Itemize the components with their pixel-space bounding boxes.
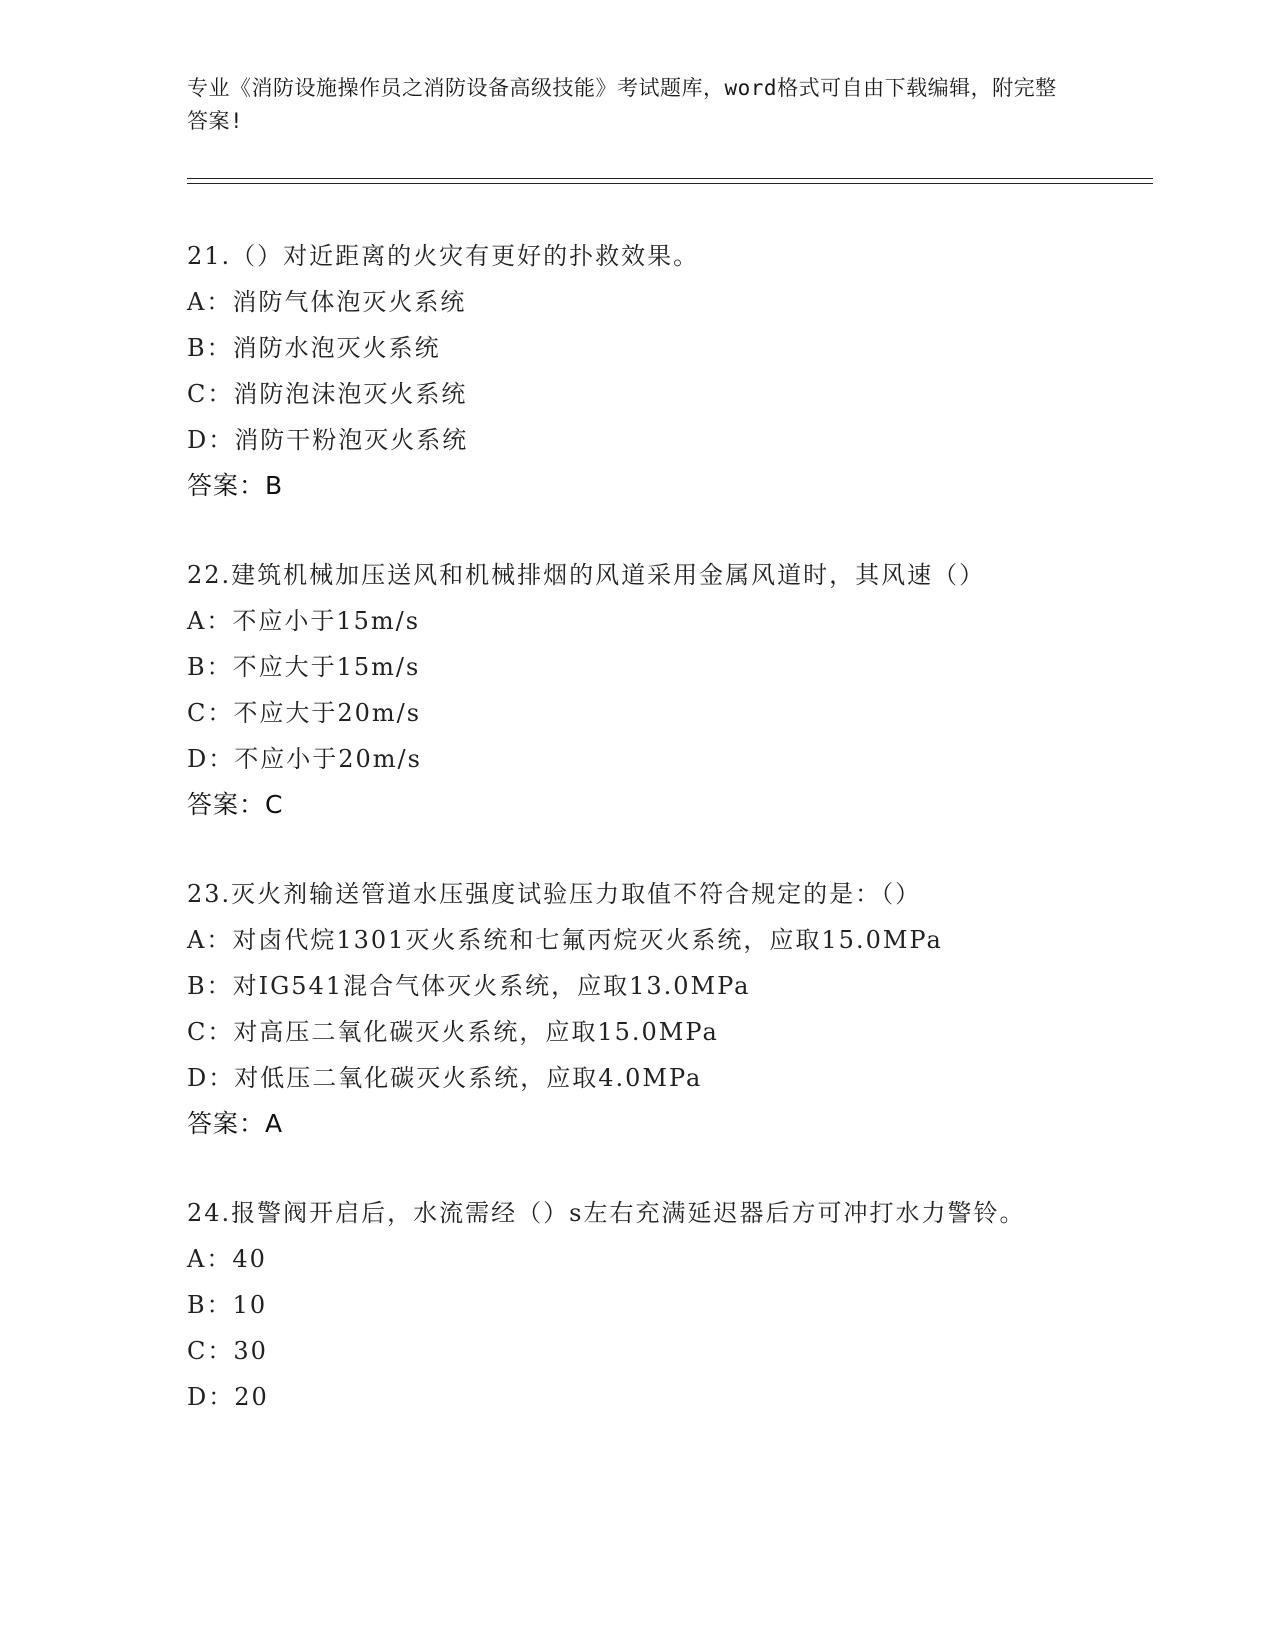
- question-22: [187, 552, 1087, 828]
- option-a: A：对卤代烷1301灭火系统和七氟丙烷灭火系统，应取15.0MPa: [187, 926, 943, 954]
- option-c: C：不应大于20m/s: [187, 699, 422, 727]
- answer-line: 答案：B: [187, 471, 284, 500]
- option-d: D：消防干粉泡灭火系统: [187, 426, 469, 454]
- question-stem: 21.（）对近距离的火灾有更好的扑救效果。: [187, 242, 700, 270]
- question-23: [187, 871, 1087, 1147]
- option-c: C：30: [187, 1337, 268, 1365]
- question-stem: 22.建筑机械加压送风和机械排烟的风道采用金属风道时，其风速（）: [187, 561, 986, 589]
- option-b: B：消防水泡灭火系统: [187, 334, 441, 362]
- question-stem: 23.灭火剂输送管道水压强度试验压力取值不符合规定的是：（）: [187, 880, 922, 908]
- option-b: B：10: [187, 1291, 268, 1319]
- document-header: 专业《消防设施操作员之消防设备高级技能》考试题库，word格式可自由下载编辑，附完整答案!: [187, 76, 1057, 133]
- answer-line: 答案：A: [187, 1109, 284, 1138]
- header-divider-bottom: [187, 183, 1153, 184]
- option-a: A：消防气体泡灭火系统: [187, 288, 467, 316]
- option-c: C：对高压二氧化碳灭火系统，应取15.0MPa: [187, 1018, 719, 1046]
- question-24: [187, 1190, 1087, 1420]
- question-stem: 24.报警阀开启后，水流需经（）s左右充满延迟器后方可冲打水力警铃。: [187, 1199, 1026, 1227]
- option-c: C：消防泡沫泡灭火系统: [187, 380, 468, 408]
- answer-line: 答案：C: [187, 790, 284, 819]
- option-d: D：20: [187, 1383, 269, 1411]
- header-divider-top: [187, 178, 1153, 179]
- option-d: D：不应小于20m/s: [187, 745, 422, 773]
- option-b: B：对IG541混合气体灭火系统，应取13.0MPa: [187, 972, 751, 1000]
- option-b: B：不应大于15m/s: [187, 653, 421, 681]
- question-21: [187, 233, 1087, 509]
- option-a: A：40: [187, 1245, 267, 1273]
- option-d: D：对低压二氧化碳灭火系统，应取4.0MPa: [187, 1064, 703, 1092]
- option-a: A：不应小于15m/s: [187, 607, 421, 635]
